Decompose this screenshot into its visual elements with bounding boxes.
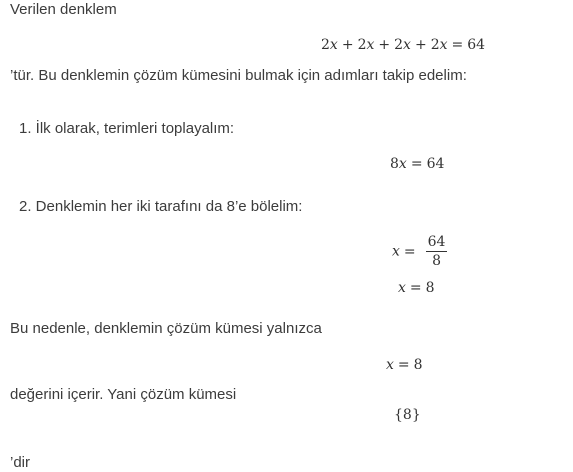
intro-label: Verilen denklem [10, 1, 117, 18]
conclusion-equation: x = 8 [386, 357, 423, 373]
step-2-fraction-equation: x = $\frac{64}{8}$ [392, 234, 446, 269]
step-1-equation: 8x = 64 [390, 156, 445, 172]
conclusion-end: ’dir [10, 454, 31, 471]
step-1-text: 1. İlk olarak, terimleri toplayalım: [19, 120, 235, 137]
step-2-result-equation: x = 8 [398, 280, 435, 296]
solution-set: {8} [394, 407, 421, 423]
intro-after-text: ’tür. Bu denklemin çözüm kümesini bulmak için adımları takip edelim: [10, 67, 467, 84]
conclusion-text: Bu nedenle, denklemin çözüm kümesi yalnızca [10, 320, 322, 337]
fraction-denominator: 8 [432, 253, 442, 269]
fraction-numerator: 64 [427, 234, 446, 250]
fraction [426, 234, 448, 269]
conclusion-text-2: değerini içerir. Yani çözüm kümesi [10, 386, 237, 403]
intro-equation: 2x + 2x + 2x + 2x = 64 [321, 37, 486, 53]
step-2-text: 2. Denklemin her iki tarafını da 8’e bölelim: [19, 198, 303, 215]
